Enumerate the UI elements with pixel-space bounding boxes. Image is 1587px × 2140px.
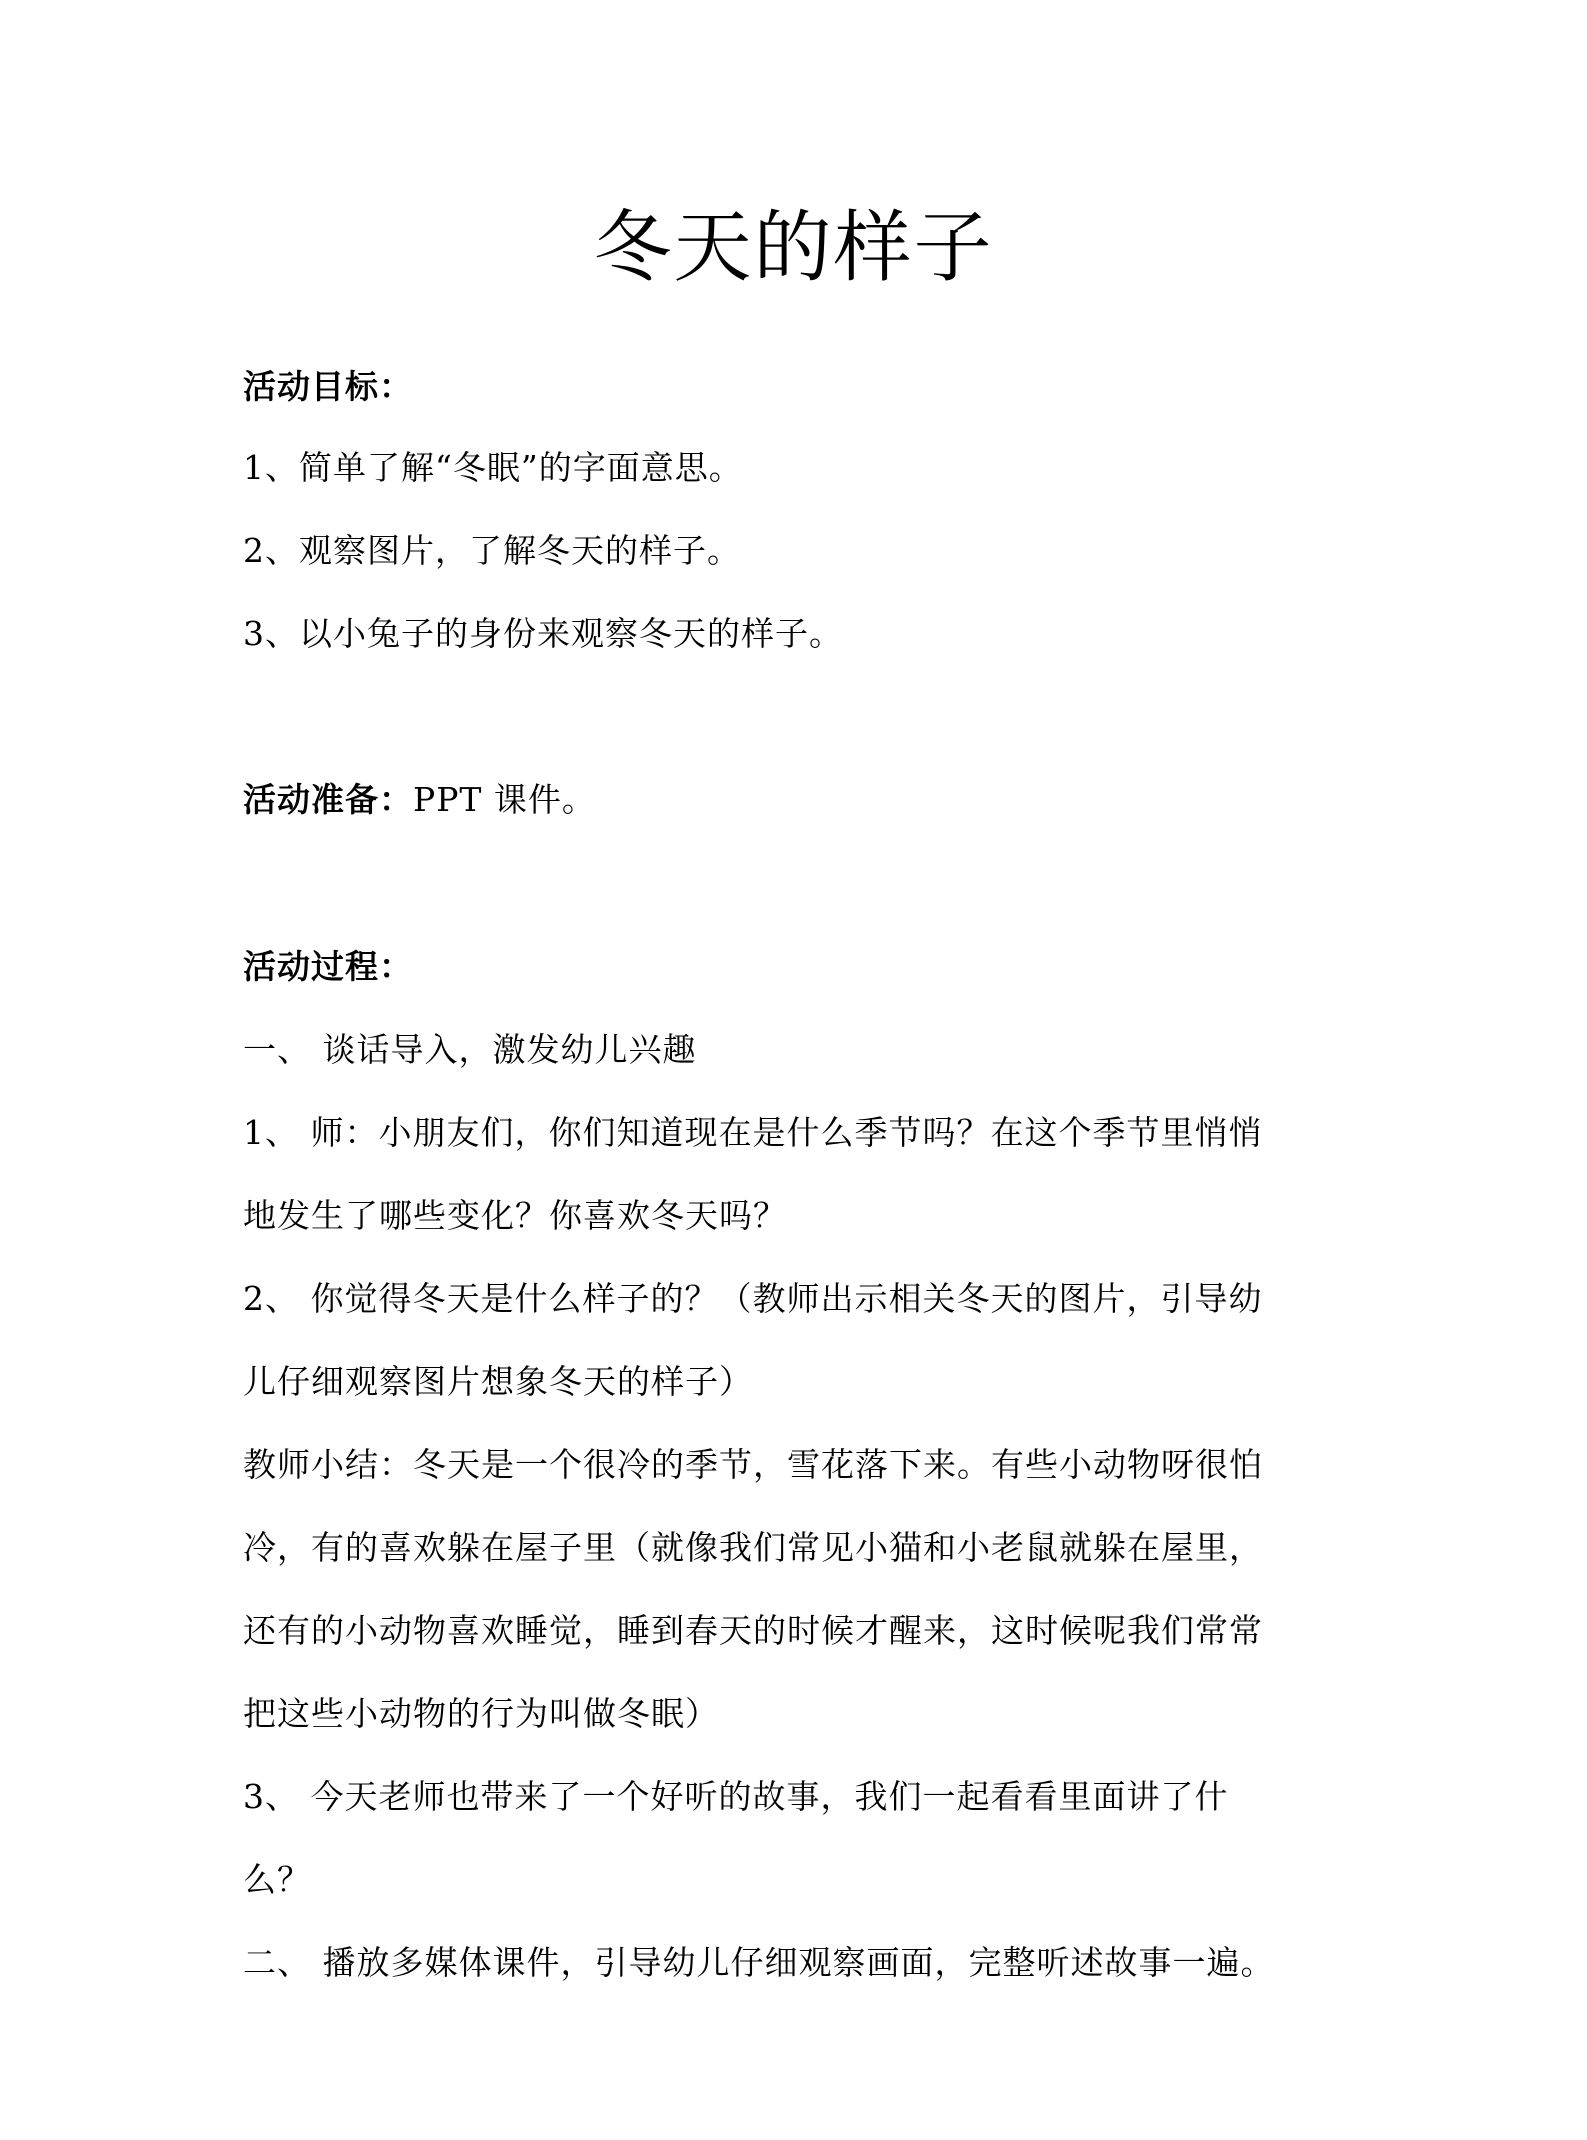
process-line: 一、 谈话导入，激发幼儿兴趣 — [243, 1030, 697, 1069]
process-line: 2、 你觉得冬天是什么样子的？（教师出示相关冬天的图片，引导幼 — [243, 1279, 1263, 1318]
process-heading: 活动过程： — [243, 947, 413, 986]
goal-item: 2、观察图片，了解冬天的样子。 — [243, 531, 741, 570]
goal-item: 1、简单了解“冬眠”的字面意思。 — [243, 448, 743, 487]
process-line: 教师小结：冬天是一个很冷的季节，雪花落下来。有些小动物呀很怕 — [243, 1445, 1263, 1484]
process-line: 二、 播放多媒体课件，引导幼儿仔细观察画面，完整听述故事一遍。 — [243, 1943, 1275, 1982]
document-title: 冬天的样子 — [593, 203, 994, 294]
process-line: 把这些小动物的行为叫做冬眠） — [243, 1694, 719, 1733]
process-line: 1、 师：小朋友们，你们知道现在是什么季节吗？在这个季节里悄悄 — [243, 1113, 1263, 1152]
process-line: 3、 今天老师也带来了一个好听的故事，我们一起看看里面讲了什 — [243, 1777, 1229, 1816]
goals-heading: 活动目标： — [243, 367, 413, 406]
process-line: 么？ — [243, 1860, 311, 1899]
preparation-row — [243, 778, 596, 822]
preparation-content: PPT 课件。 — [413, 780, 596, 819]
process-line: 地发生了哪些变化？你喜欢冬天吗？ — [243, 1196, 787, 1235]
preparation-heading: 活动准备： — [243, 780, 413, 819]
process-line: 还有的小动物喜欢睡觉，睡到春天的时候才醒来，这时候呢我们常常 — [243, 1611, 1263, 1650]
process-line: 冷，有的喜欢躲在屋子里（就像我们常见小猫和小老鼠就躲在屋里， — [243, 1528, 1263, 1567]
process-line: 儿仔细观察图片想象冬天的样子） — [243, 1362, 753, 1401]
goal-item: 3、以小兔子的身份来观察冬天的样子。 — [243, 614, 843, 653]
